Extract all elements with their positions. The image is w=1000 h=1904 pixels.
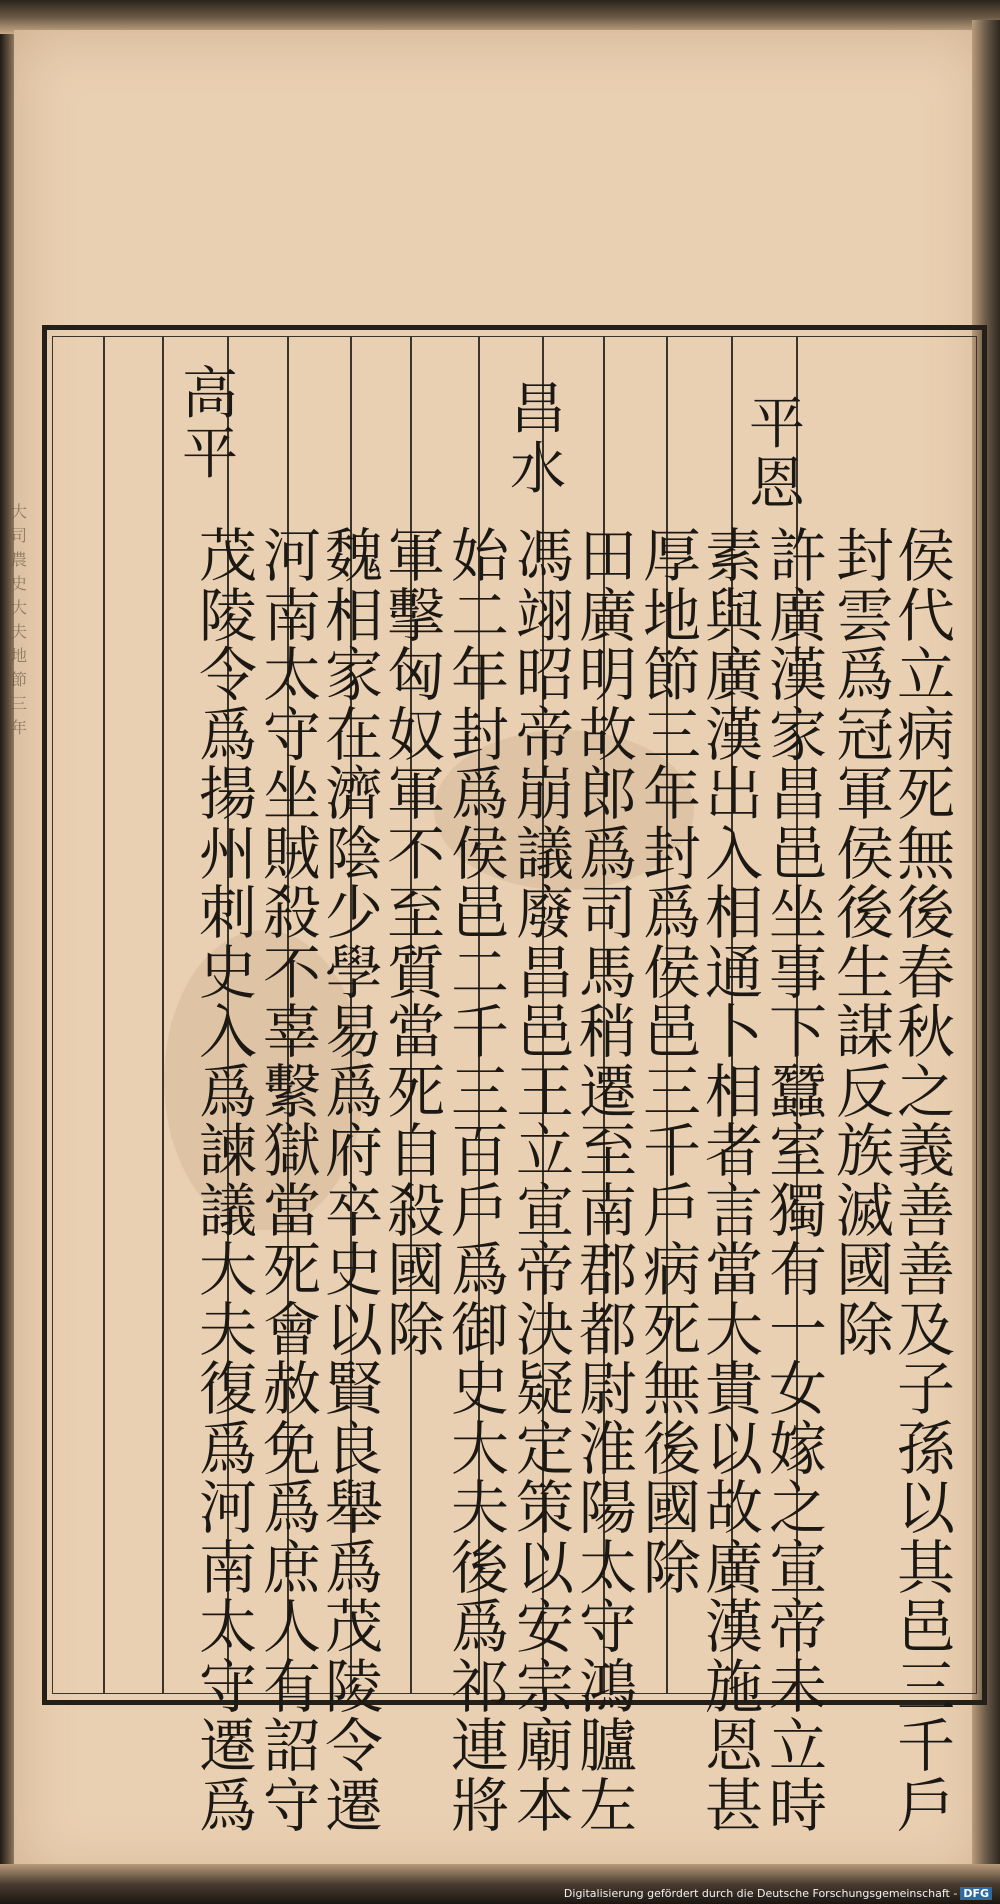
character: 事 <box>768 938 827 1007</box>
character: 故 <box>578 700 637 769</box>
character: 下 <box>768 998 827 1066</box>
character: 與 <box>704 581 763 650</box>
character: 漢 <box>704 700 763 769</box>
character: 國 <box>642 1474 701 1542</box>
character: 陵 <box>324 1652 383 1721</box>
character: 邑 <box>896 1593 955 1661</box>
character: 爲 <box>198 1414 257 1483</box>
character: 立 <box>768 1712 827 1780</box>
character: 後 <box>896 879 955 947</box>
character: 未 <box>768 1652 827 1721</box>
character: 故 <box>704 1474 763 1542</box>
character: 崩 <box>515 760 574 828</box>
character: 言 <box>704 1176 763 1245</box>
character: 宣 <box>515 1176 574 1245</box>
character: 鴻 <box>578 1652 637 1721</box>
character: 以 <box>896 1474 955 1542</box>
character: 卒 <box>324 1176 383 1245</box>
character: 除 <box>642 1533 701 1602</box>
character: 施 <box>704 1652 763 1721</box>
character: 左 <box>578 1771 637 1840</box>
character: 封 <box>450 700 509 769</box>
character: 安 <box>515 1593 574 1661</box>
character: 匈 <box>386 641 445 709</box>
character: 恩 <box>704 1712 763 1780</box>
character: 人 <box>262 1593 321 1661</box>
character: 遷 <box>324 1771 383 1840</box>
character: 詔 <box>262 1712 321 1780</box>
character: 議 <box>515 819 574 888</box>
character: 策 <box>515 1474 574 1542</box>
character: 郎 <box>578 760 637 828</box>
character: 嫁 <box>768 1414 827 1483</box>
character: 連 <box>450 1712 509 1780</box>
character: 百 <box>450 1117 509 1185</box>
character: 除 <box>835 1295 894 1364</box>
character: 在 <box>324 700 383 769</box>
character: 高 <box>182 362 238 427</box>
character: 揚 <box>198 760 257 828</box>
character: 獄 <box>262 1117 321 1185</box>
character: 賢 <box>324 1355 383 1423</box>
character: 擊 <box>386 581 445 650</box>
character: 庶 <box>262 1533 321 1602</box>
character: 其 <box>896 1533 955 1602</box>
character: 濟 <box>324 760 383 828</box>
character: 封 <box>835 522 894 590</box>
character: 河 <box>198 1474 257 1542</box>
character: 臚 <box>578 1712 637 1780</box>
character: 軍 <box>386 760 445 828</box>
character: 一 <box>768 1295 827 1364</box>
character: 邑 <box>768 819 827 888</box>
character: 平 <box>749 392 805 457</box>
character: 司 <box>578 879 637 947</box>
character: 年 <box>450 641 509 709</box>
character: 邑 <box>515 998 574 1066</box>
character: 諫 <box>198 1117 257 1185</box>
character: 以 <box>515 1533 574 1602</box>
character: 千 <box>896 1712 955 1780</box>
character: 守 <box>262 1771 321 1840</box>
character: 室 <box>768 1117 827 1185</box>
character: 爲 <box>324 1057 383 1126</box>
character: 軍 <box>386 522 445 590</box>
character: 定 <box>515 1414 574 1483</box>
character: 當 <box>704 1236 763 1304</box>
character: 大 <box>450 1414 509 1483</box>
character: 將 <box>450 1771 509 1840</box>
character: 舉 <box>324 1474 383 1542</box>
character: 守 <box>578 1593 637 1661</box>
character: 宣 <box>768 1533 827 1602</box>
character: 爲 <box>324 1533 383 1602</box>
character: 易 <box>324 998 383 1066</box>
character: 甚 <box>704 1771 763 1840</box>
character: 千 <box>450 998 509 1066</box>
character: 陽 <box>578 1474 637 1542</box>
character: 殺 <box>262 879 321 947</box>
character: 令 <box>324 1712 383 1780</box>
character: 廟 <box>515 1712 574 1780</box>
character: 二 <box>450 581 509 650</box>
character: 不 <box>386 819 445 888</box>
character: 孫 <box>896 1414 955 1483</box>
character: 病 <box>642 1236 701 1304</box>
character: 以 <box>324 1295 383 1364</box>
character: 及 <box>896 1295 955 1364</box>
character: 許 <box>768 522 827 590</box>
character: 雲 <box>835 581 894 650</box>
character: 義 <box>896 1117 955 1185</box>
character: 馬 <box>578 938 637 1007</box>
character: 代 <box>896 581 955 650</box>
character: 太 <box>198 1593 257 1661</box>
character: 戶 <box>642 1176 701 1245</box>
character: 爲 <box>262 1474 321 1542</box>
character: 都 <box>578 1295 637 1364</box>
character: 宗 <box>515 1652 574 1721</box>
character: 史 <box>198 938 257 1007</box>
character: 之 <box>896 1057 955 1126</box>
character: 賊 <box>262 819 321 888</box>
character: 爲 <box>642 879 701 947</box>
character: 廣 <box>578 581 637 650</box>
character: 繫 <box>262 1057 321 1126</box>
character: 爲 <box>450 1236 509 1304</box>
character: 子 <box>896 1355 955 1423</box>
character: 後 <box>642 1414 701 1483</box>
character: 坐 <box>262 760 321 828</box>
character: 家 <box>324 641 383 709</box>
character: 廣 <box>768 581 827 650</box>
character: 立 <box>515 1117 574 1185</box>
character: 昌 <box>510 377 566 442</box>
character: 帝 <box>515 1236 574 1304</box>
character: 南 <box>262 581 321 650</box>
character: 辜 <box>262 998 321 1066</box>
character: 坐 <box>768 879 827 947</box>
marquis-heading-pingen <box>742 392 812 517</box>
character: 反 <box>835 1057 894 1126</box>
character: 刺 <box>198 879 257 947</box>
character: 恩 <box>749 452 805 517</box>
character: 女 <box>768 1355 827 1423</box>
character: 昌 <box>515 938 574 1007</box>
character: 後 <box>450 1533 509 1602</box>
character: 學 <box>324 938 383 1007</box>
fore-edge-label: 大 司 農 史 大 夫 地 節 三 年 <box>10 502 27 737</box>
character: 茂 <box>198 522 257 590</box>
character: 入 <box>198 998 257 1066</box>
character: 入 <box>704 819 763 888</box>
character: 祁 <box>450 1652 509 1721</box>
character: 御 <box>450 1295 509 1364</box>
character: 者 <box>704 1117 763 1185</box>
character: 陰 <box>324 819 383 888</box>
character: 河 <box>262 522 321 590</box>
character: 蠶 <box>768 1057 827 1126</box>
character: 廢 <box>515 879 574 947</box>
character: 善 <box>896 1176 955 1245</box>
character: 令 <box>198 641 257 709</box>
marquis-heading-changshui <box>503 377 573 502</box>
character: 府 <box>324 1117 383 1185</box>
character: 漢 <box>704 1593 763 1661</box>
character: 不 <box>262 938 321 1007</box>
character: 春 <box>896 938 955 1007</box>
character: 謀 <box>835 998 894 1066</box>
character: 爲 <box>450 760 509 828</box>
character: 田 <box>578 522 637 590</box>
character: 三 <box>642 700 701 769</box>
character: 免 <box>262 1414 321 1483</box>
character: 後 <box>835 879 894 947</box>
character: 本 <box>515 1771 574 1840</box>
text-column-12 <box>188 522 268 1840</box>
character: 相 <box>704 1057 763 1126</box>
character: 國 <box>835 1236 894 1304</box>
character: 厚 <box>642 522 701 590</box>
character: 平 <box>182 422 238 487</box>
character: 當 <box>386 998 445 1066</box>
character: 遷 <box>578 1057 637 1126</box>
character: 昭 <box>515 641 574 709</box>
character: 病 <box>896 700 955 769</box>
character: 地 <box>642 581 701 650</box>
character: 夫 <box>450 1474 509 1542</box>
character: 翊 <box>515 581 574 650</box>
character: 素 <box>704 522 763 590</box>
character: 大 <box>704 1295 763 1364</box>
character: 殺 <box>386 1176 445 1245</box>
character: 相 <box>324 581 383 650</box>
character: 有 <box>262 1652 321 1721</box>
character: 疑 <box>515 1355 574 1423</box>
character: 卜 <box>704 998 763 1066</box>
character: 守 <box>198 1652 257 1721</box>
character: 郡 <box>578 1236 637 1304</box>
character: 夫 <box>198 1295 257 1364</box>
character: 陵 <box>198 581 257 650</box>
character: 太 <box>262 641 321 709</box>
character: 復 <box>198 1355 257 1423</box>
character: 冠 <box>835 700 894 769</box>
character: 議 <box>198 1176 257 1245</box>
character: 有 <box>768 1236 827 1304</box>
character: 封 <box>642 819 701 888</box>
character: 少 <box>324 879 383 947</box>
character: 自 <box>386 1117 445 1185</box>
character: 大 <box>198 1236 257 1304</box>
digitization-credit <box>564 1887 992 1900</box>
character: 侯 <box>642 938 701 1007</box>
character: 侯 <box>896 522 955 590</box>
character: 始 <box>450 522 509 590</box>
character: 史 <box>324 1236 383 1304</box>
character: 史 <box>450 1355 509 1423</box>
character: 秋 <box>896 998 955 1066</box>
character: 遷 <box>198 1712 257 1780</box>
credit-text: Digitalisierung gefördert durch die Deutsche Forschungsgemeinschaft - <box>563 1887 958 1900</box>
marquis-heading-gaoping <box>175 362 245 487</box>
character: 稍 <box>578 998 637 1066</box>
character: 軍 <box>835 760 894 828</box>
character: 相 <box>704 879 763 947</box>
character: 淮 <box>578 1414 637 1483</box>
character: 奴 <box>386 700 445 769</box>
character: 立 <box>896 641 955 709</box>
character: 茂 <box>324 1593 383 1661</box>
character: 守 <box>262 700 321 769</box>
character: 會 <box>262 1295 321 1364</box>
character: 無 <box>642 1355 701 1423</box>
character: 爲 <box>835 641 894 709</box>
character: 至 <box>578 1117 637 1185</box>
character: 獨 <box>768 1176 827 1245</box>
character: 戶 <box>896 1771 955 1840</box>
character: 貴 <box>704 1355 763 1423</box>
character: 以 <box>704 1414 763 1483</box>
character: 無 <box>896 819 955 888</box>
character: 爲 <box>578 819 637 888</box>
character: 尉 <box>578 1355 637 1423</box>
page-top-edge <box>0 0 1000 34</box>
character: 死 <box>262 1236 321 1304</box>
character: 千 <box>642 1117 701 1185</box>
character: 至 <box>386 879 445 947</box>
character: 滅 <box>835 1176 894 1245</box>
character: 王 <box>515 1057 574 1126</box>
column-rule <box>103 336 105 1694</box>
character: 二 <box>450 938 509 1007</box>
character: 爲 <box>198 1057 257 1126</box>
character: 帝 <box>515 700 574 769</box>
character: 侯 <box>450 819 509 888</box>
character: 太 <box>578 1533 637 1602</box>
character: 馮 <box>515 522 574 590</box>
character: 魏 <box>324 522 383 590</box>
character: 漢 <box>768 641 827 709</box>
character: 除 <box>386 1295 445 1364</box>
character: 質 <box>386 938 445 1007</box>
character: 出 <box>704 760 763 828</box>
character: 當 <box>262 1176 321 1245</box>
character: 邑 <box>642 998 701 1066</box>
character: 爲 <box>198 700 257 769</box>
character: 廣 <box>704 1533 763 1602</box>
character: 赦 <box>262 1355 321 1423</box>
character: 州 <box>198 819 257 888</box>
character: 三 <box>450 1057 509 1126</box>
character: 三 <box>896 1652 955 1721</box>
character: 水 <box>510 437 566 502</box>
character: 邑 <box>450 879 509 947</box>
character: 生 <box>835 938 894 1007</box>
character: 侯 <box>835 819 894 888</box>
character: 族 <box>835 1117 894 1185</box>
character: 帝 <box>768 1593 827 1661</box>
dfg-logo: DFG <box>960 1887 992 1900</box>
character: 國 <box>386 1236 445 1304</box>
column-rule <box>162 336 164 1694</box>
character: 決 <box>515 1295 574 1364</box>
character: 死 <box>896 760 955 828</box>
character: 死 <box>386 1057 445 1126</box>
character: 節 <box>642 641 701 709</box>
character: 通 <box>704 938 763 1007</box>
character: 昌 <box>768 760 827 828</box>
character: 時 <box>768 1771 827 1840</box>
character: 良 <box>324 1414 383 1483</box>
character: 善 <box>896 1236 955 1304</box>
character: 廣 <box>704 641 763 709</box>
character: 南 <box>578 1176 637 1245</box>
character: 戶 <box>450 1176 509 1245</box>
character: 家 <box>768 700 827 769</box>
character: 年 <box>642 760 701 828</box>
character: 爲 <box>450 1593 509 1661</box>
character: 爲 <box>198 1771 257 1840</box>
character: 明 <box>578 641 637 709</box>
character: 三 <box>642 1057 701 1126</box>
character: 南 <box>198 1533 257 1602</box>
character: 死 <box>642 1295 701 1364</box>
character: 之 <box>768 1474 827 1542</box>
